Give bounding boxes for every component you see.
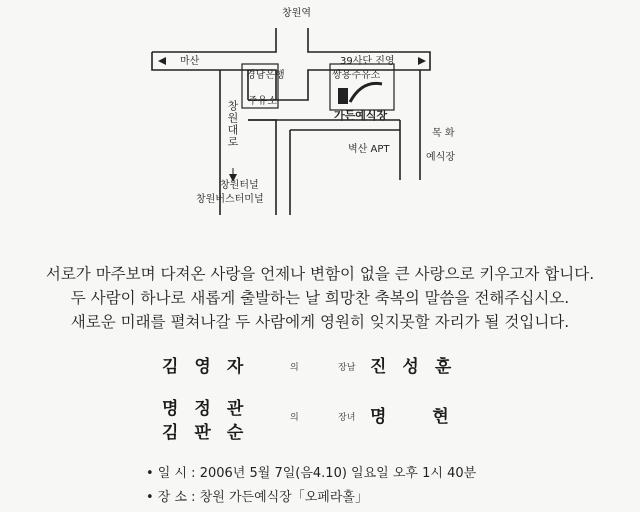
date-label: • 일 시 : (146, 466, 196, 481)
bus-terminal-label: 창원버스터미널 (196, 194, 264, 205)
building-icon (338, 88, 348, 104)
bride-mother: 김판순 (162, 423, 260, 443)
groom-relation: 장남 (338, 363, 356, 373)
bank-label: 경남은행 (246, 70, 285, 81)
message-line-2: 두 사람이 하나로 새롭게 출발하는 날 희망찬 축복의 말씀을 전해주십시오. (70, 289, 570, 307)
terminal-label: 창원터널 (220, 180, 259, 191)
bride-name: 명 현 (370, 407, 469, 427)
date-value: 2006년 5월 7일(음4.10) 일요일 오후 1시 40분 (199, 466, 477, 481)
place-line (146, 486, 368, 505)
message-line-3: 새로운 미래를 펼쳐나갈 두 사람에게 영원히 잊지못할 자리가 될 것입니다. (70, 313, 570, 331)
date-line (146, 462, 476, 481)
place-label: • 장 소 : (146, 490, 196, 505)
mokhwa-hall-label: 예식장 (426, 152, 455, 163)
location-map (0, 0, 640, 220)
place-value: 창원 가든예식장「오페라홀」 (199, 490, 368, 505)
mokhwa-label: 목 화 (432, 128, 455, 139)
arrow-right-icon (418, 57, 426, 65)
venue-label: 가든예식장 (334, 109, 388, 122)
apt-label: 벽산 APT (348, 144, 390, 155)
message-line-1: 서로가 마주보며 다져온 사랑을 언제나 변함이 없을 큰 사랑으로 키우고자 합니다. (45, 265, 595, 283)
curve-icon (350, 83, 382, 102)
bride-of: 의 (290, 413, 299, 423)
bride-father: 명정관 (162, 399, 260, 419)
station-label: 창원역 (282, 8, 311, 19)
left-direction-label: 마산 (180, 56, 200, 67)
road-label: 창원대로 (226, 100, 239, 148)
gas-station-label: 주유소 (248, 96, 277, 107)
arrow-left-icon (158, 57, 166, 65)
groom-parent: 김영자 (162, 357, 260, 377)
bride-relation: 장녀 (338, 413, 356, 423)
right-direction-label: 39사단 진영 (340, 56, 395, 67)
groom-of: 의 (290, 363, 299, 373)
map-roads (0, 0, 640, 220)
groom-name: 진성훈 (370, 357, 468, 377)
ssangyong-gas-label: 쌍용주유소 (332, 70, 381, 81)
